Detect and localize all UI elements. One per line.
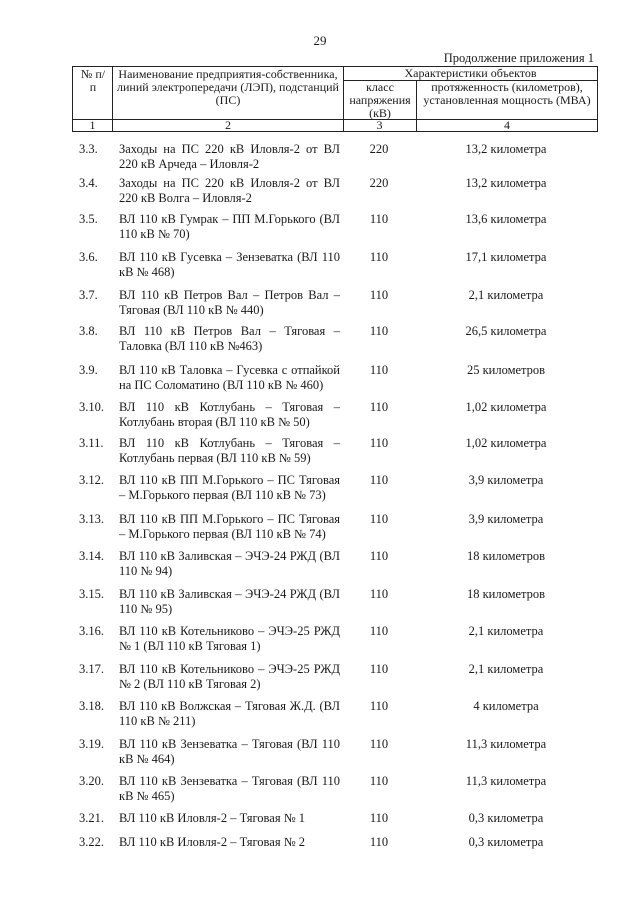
row-voltage: 110 bbox=[369, 699, 389, 713]
table-header bbox=[72, 66, 598, 132]
row-length: 3,9 километра bbox=[468, 512, 544, 526]
row-number: 3.16. bbox=[79, 624, 104, 638]
row-length: 18 километров bbox=[466, 587, 546, 601]
header-index-2: 2 bbox=[225, 118, 231, 132]
row-length: 13,6 километра bbox=[465, 212, 547, 226]
row-name: ВЛ 110 кВ Петров Вал – Тяговая – Таловка (ВЛ 110 кВ №463) bbox=[119, 324, 340, 353]
row-voltage: 110 bbox=[369, 549, 389, 563]
row-voltage: 110 bbox=[369, 662, 389, 676]
row-name: ВЛ 110 кВ Таловка – Гусевка с отпайкой на ПС Соломатино (ВЛ 110 кВ № 460) bbox=[119, 363, 340, 392]
row-name: ВЛ 110 кВ ПП М.Горького – ПС Тяговая – М.Горького первая (ВЛ 110 кВ № 74) bbox=[119, 512, 340, 541]
header-col-voltage: класс напряжения (кВ) bbox=[349, 80, 411, 120]
row-name: ВЛ 110 кВ Заливская – ЭЧЭ-24 РЖД (ВЛ 110 № 94) bbox=[119, 549, 340, 578]
row-voltage: 110 bbox=[369, 737, 389, 751]
row-voltage: 220 bbox=[369, 142, 389, 156]
row-length: 2,1 километра bbox=[468, 662, 544, 676]
header-col-num: № п/п bbox=[80, 67, 106, 94]
row-length: 11,3 километра bbox=[465, 737, 547, 751]
row-number: 3.15. bbox=[79, 587, 104, 601]
row-name: ВЛ 110 кВ ПП М.Горького – ПС Тяговая – М.Горького первая (ВЛ 110 кВ № 73) bbox=[119, 473, 340, 502]
row-number: 3.13. bbox=[79, 512, 104, 526]
row-number: 3.5. bbox=[79, 212, 98, 226]
row-voltage: 110 bbox=[369, 835, 389, 849]
row-number: 3.11. bbox=[79, 436, 104, 450]
row-number: 3.3. bbox=[79, 142, 98, 156]
row-voltage: 110 bbox=[369, 288, 389, 302]
row-length: 13,2 километра bbox=[465, 142, 547, 156]
row-name: ВЛ 110 кВ Котельниково – ЭЧЭ-25 РЖД № 1 (ВЛ 110 кВ Тяговая 1) bbox=[119, 624, 340, 653]
header-col-length: протяженность (километров), установленная мощность (МВА) bbox=[423, 80, 591, 107]
row-voltage: 220 bbox=[369, 176, 389, 190]
row-length: 0,3 километра bbox=[468, 835, 544, 849]
row-voltage: 110 bbox=[369, 624, 389, 638]
row-length: 1,02 километра bbox=[465, 400, 547, 414]
row-name: ВЛ 110 кВ Петров Вал – Петров Вал – Тяговая (ВЛ 110 кВ № 440) bbox=[119, 288, 340, 317]
header-col-name: Наименование предприятия-собственника, линий электропередачи (ЛЭП), подстанций (ПС) bbox=[117, 67, 339, 107]
row-number: 3.8. bbox=[79, 324, 98, 338]
row-length: 4 километра bbox=[473, 699, 539, 713]
row-voltage: 110 bbox=[369, 811, 389, 825]
row-number: 3.21. bbox=[79, 811, 104, 825]
row-name: ВЛ 110 кВ Зензеватка – Тяговая (ВЛ 110 кВ № 465) bbox=[119, 774, 340, 803]
row-length: 25 километров bbox=[466, 363, 546, 377]
row-number: 3.4. bbox=[79, 176, 98, 190]
header-index-4: 4 bbox=[504, 118, 510, 132]
row-voltage: 110 bbox=[369, 436, 389, 450]
row-voltage: 110 bbox=[369, 363, 389, 377]
page-number: 29 bbox=[313, 33, 327, 48]
row-number: 3.10. bbox=[79, 400, 104, 414]
row-name: ВЛ 110 кВ Котельниково – ЭЧЭ-25 РЖД № 2 (ВЛ 110 кВ Тяговая 2) bbox=[119, 662, 340, 691]
row-length: 17,1 километра bbox=[465, 250, 547, 264]
row-length: 2,1 километра bbox=[468, 624, 544, 638]
row-length: 13,2 километра bbox=[465, 176, 547, 190]
row-number: 3.22. bbox=[79, 835, 104, 849]
row-name: Заходы на ПС 220 кВ Иловля-2 от ВЛ 220 кВ Арчеда – Иловля-2 bbox=[119, 142, 340, 171]
row-length: 18 километров bbox=[466, 549, 546, 563]
row-voltage: 110 bbox=[369, 774, 389, 788]
header-col-characteristics: Характеристики объектов bbox=[404, 66, 537, 80]
row-voltage: 110 bbox=[369, 512, 389, 526]
row-number: 3.18. bbox=[79, 699, 104, 713]
row-name: ВЛ 110 кВ Иловля-2 – Тяговая № 2 bbox=[119, 835, 305, 849]
row-number: 3.14. bbox=[79, 549, 104, 563]
row-length: 2,1 километра bbox=[468, 288, 544, 302]
row-number: 3.6. bbox=[79, 250, 98, 264]
row-number: 3.7. bbox=[79, 288, 98, 302]
row-length: 1,02 километра bbox=[465, 436, 547, 450]
row-number: 3.20. bbox=[79, 774, 104, 788]
row-name: ВЛ 110 кВ Волжская – Тяговая Ж.Д. (ВЛ 110 кВ № 211) bbox=[119, 699, 340, 728]
row-voltage: 110 bbox=[369, 250, 389, 264]
header-index-1: 1 bbox=[89, 118, 96, 132]
row-name: ВЛ 110 кВ Котлубань – Тяговая – Котлубань вторая (ВЛ 110 кВ № 50) bbox=[119, 400, 340, 429]
row-voltage: 110 bbox=[369, 473, 389, 487]
row-name: ВЛ 110 кВ Заливская – ЭЧЭ-24 РЖД (ВЛ 110 № 95) bbox=[119, 587, 340, 616]
row-number: 3.19. bbox=[79, 737, 104, 751]
row-voltage: 110 bbox=[369, 400, 389, 414]
row-name: Заходы на ПС 220 кВ Иловля-2 от ВЛ 220 кВ Волга – Иловля-2 bbox=[119, 176, 340, 205]
row-number: 3.12. bbox=[79, 473, 104, 487]
row-length: 26,5 километра bbox=[465, 324, 547, 338]
row-number: 3.17. bbox=[79, 662, 104, 676]
row-voltage: 110 bbox=[369, 324, 389, 338]
row-length: 11,3 километра bbox=[465, 774, 547, 788]
header-index-3: 3 bbox=[376, 118, 383, 132]
row-name: ВЛ 110 кВ Зензеватка – Тяговая (ВЛ 110 кВ № 464) bbox=[119, 737, 340, 766]
row-name: ВЛ 110 кВ Гусевка – Зензеватка (ВЛ 110 кВ № 468) bbox=[119, 250, 340, 279]
row-length: 0,3 километра bbox=[468, 811, 544, 825]
row-name: ВЛ 110 кВ Котлубань – Тяговая – Котлубань первая (ВЛ 110 кВ № 59) bbox=[119, 436, 340, 465]
row-voltage: 110 bbox=[369, 587, 389, 601]
row-number: 3.9. bbox=[79, 363, 98, 377]
row-name: ВЛ 110 кВ Гумрак – ПП М.Горького (ВЛ 110 кВ № 70) bbox=[119, 212, 340, 241]
row-name: ВЛ 110 кВ Иловля-2 – Тяговая № 1 bbox=[119, 811, 305, 825]
row-length: 3,9 километра bbox=[468, 473, 544, 487]
continuation-note: Продолжение приложения 1 bbox=[443, 51, 594, 65]
row-voltage: 110 bbox=[369, 212, 389, 226]
